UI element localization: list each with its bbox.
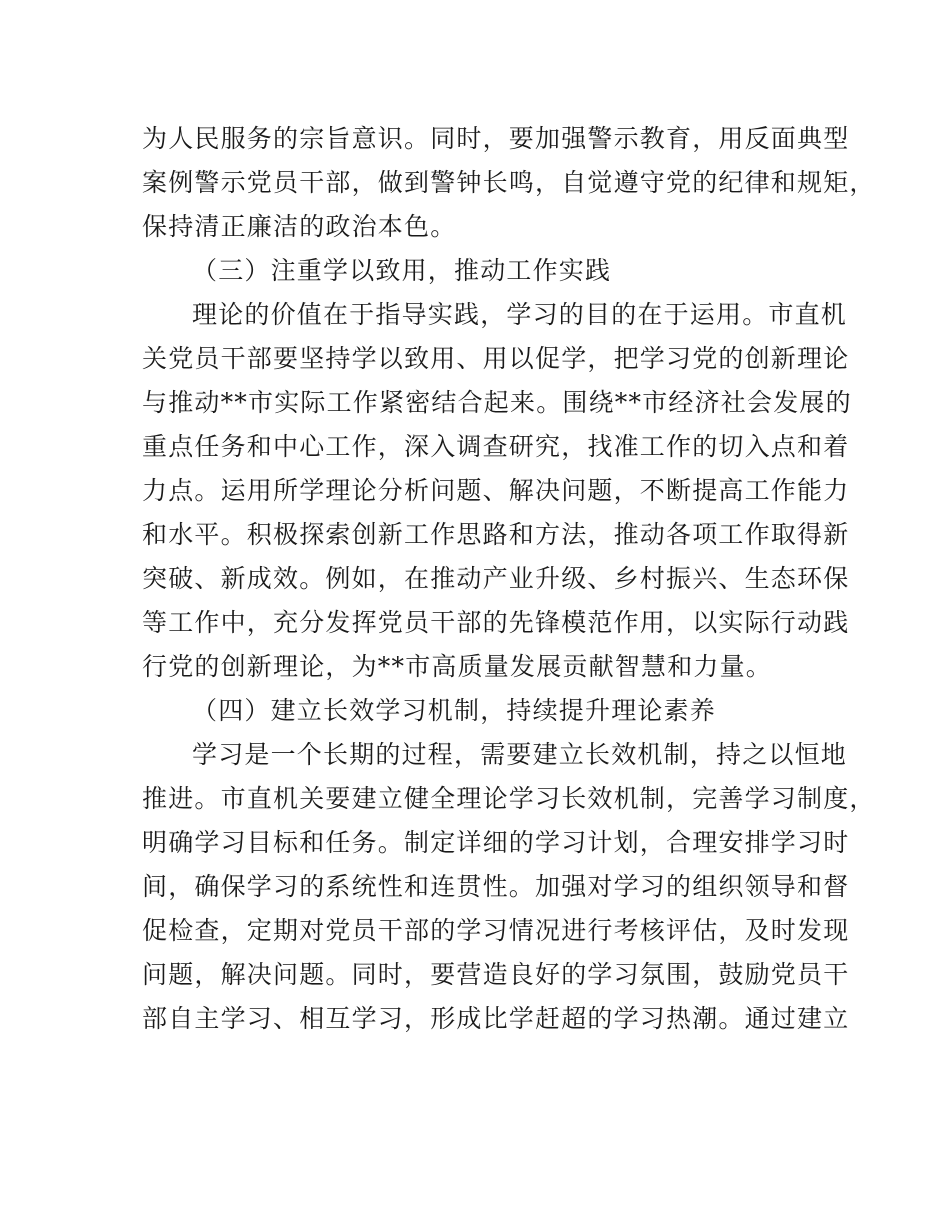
text-line: 明确学习目标和任务。制定详细的学习计划，合理安排学习时 — [142, 828, 850, 857]
paragraph-start: 理论的价值在于指导实践，学习的目的在于运用。市直机 — [192, 300, 848, 329]
text-line: 间，确保学习的系统性和连贯性。加强对学习的组织领导和督 — [142, 872, 850, 901]
text-line: 部自主学习、相互学习，形成比学赶超的学习热潮。通过建立 — [142, 1004, 850, 1033]
text-line: 重点任务和中心工作，深入调查研究，找准工作的切入点和着 — [142, 432, 850, 461]
text-line: 问题，解决问题。同时，要营造良好的学习氛围，鼓励党员干 — [142, 960, 850, 989]
text-line: 案例警示党员干部，做到警钟长鸣，自觉遵守党的纪律和规矩， — [142, 168, 876, 197]
text-line: 行党的创新理论，为**市高质量发展贡献智慧和力量。 — [142, 652, 773, 681]
text-line: 力点。运用所学理论分析问题、解决问题，不断提高工作能力 — [142, 476, 850, 505]
text-line: 等工作中，充分发挥党员干部的先锋模范作用，以实际行动践 — [142, 608, 850, 637]
text-line: 推进。市直机关要建立健全理论学习长效机制，完善学习制度， — [142, 784, 876, 813]
section-heading-4: （四）建立长效学习机制，持续提升理论素养 — [192, 696, 717, 725]
text-line: 突破、新成效。例如，在推动产业升级、乡村振兴、生态环保 — [142, 564, 850, 593]
text-line: 保持清正廉洁的政治本色。 — [142, 212, 457, 241]
text-line: 促检查，定期对党员干部的学习情况进行考核评估，及时发现 — [142, 916, 850, 945]
body-text — [142, 117, 876, 1041]
section-heading-3: （三）注重学以致用，推动工作实践 — [192, 256, 612, 285]
paragraph-start: 学习是一个长期的过程，需要建立长效机制，持之以恒地 — [192, 740, 848, 769]
text-line: 关党员干部要坚持学以致用、用以促学，把学习党的创新理论 — [142, 344, 850, 373]
text-line: 和水平。积极探索创新工作思路和方法，推动各项工作取得新 — [142, 520, 850, 549]
text-line: 与推动**市实际工作紧密结合起来。围绕**市经济社会发展的 — [142, 388, 852, 417]
text-line: 为人民服务的宗旨意识。同时，要加强警示教育，用反面典型 — [142, 124, 850, 153]
